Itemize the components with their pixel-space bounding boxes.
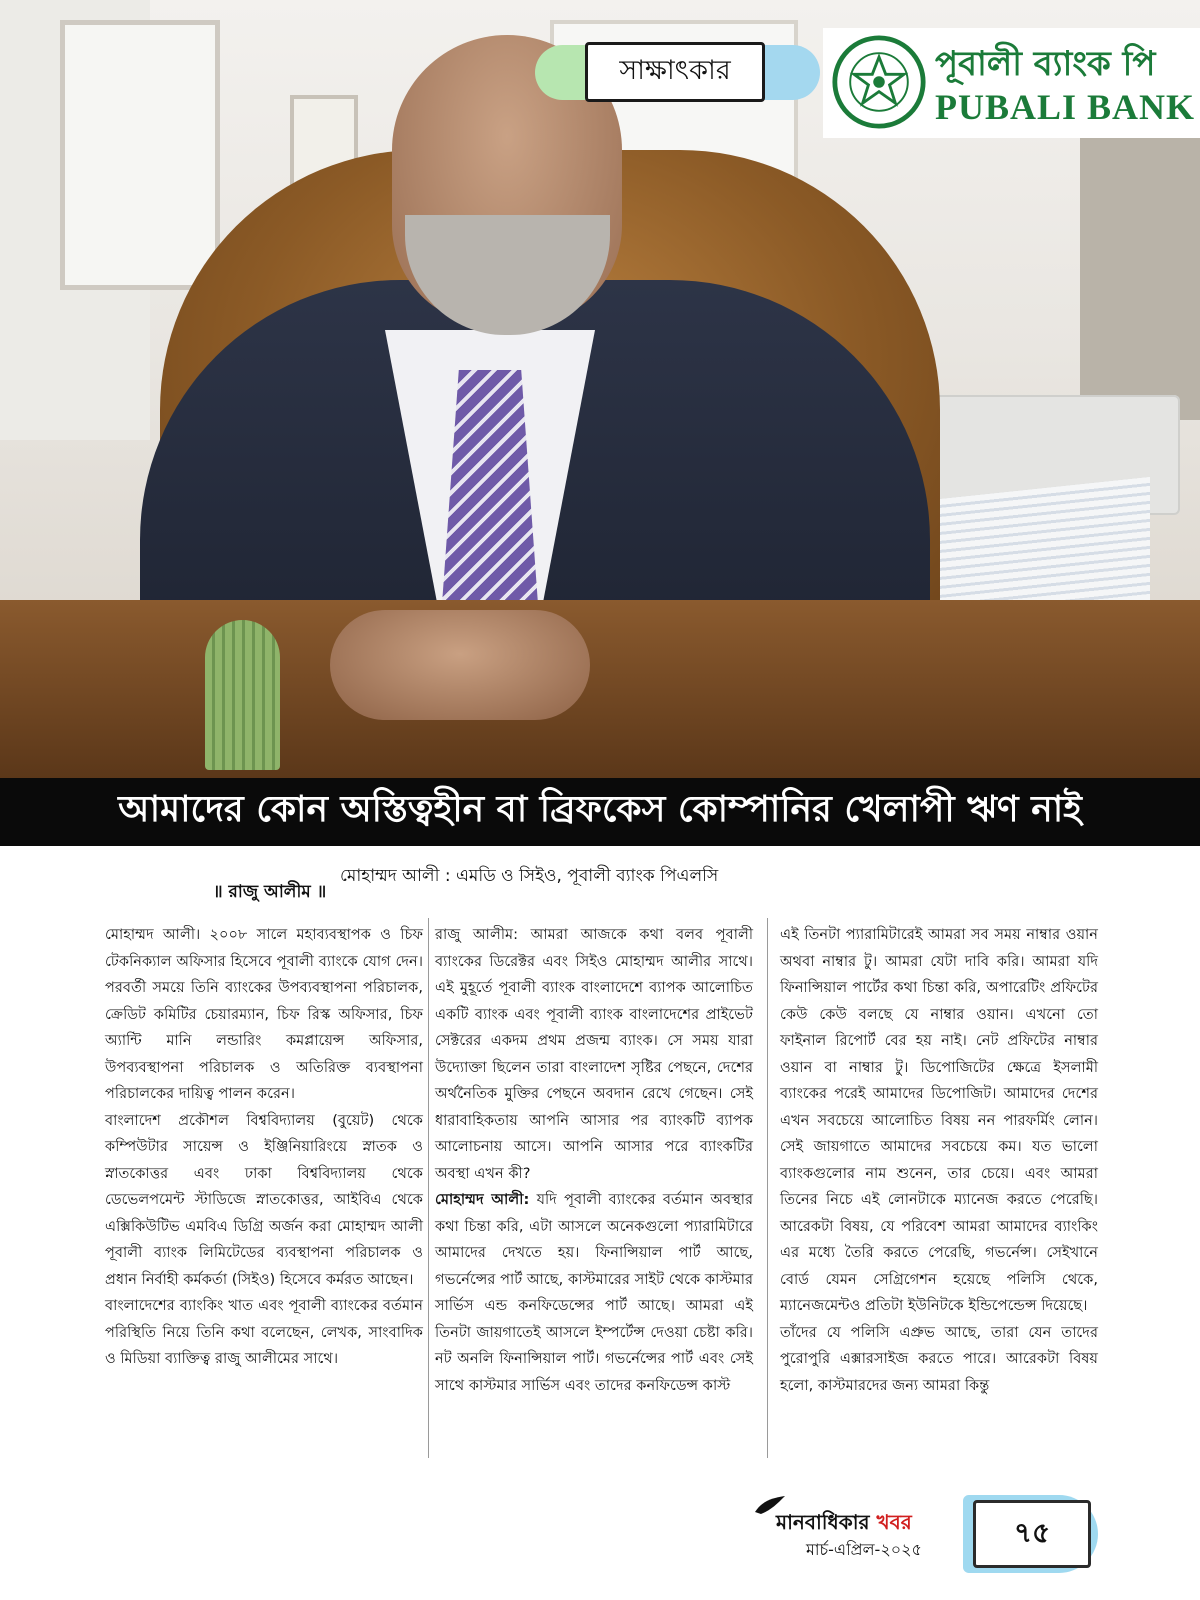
paragraph: বাংলাদেশের ব্যাংকিং খাত এবং পূবালী ব্যাংকের বর্তমান পরিস্থিতি নিয়ে তিনি কথা বলেছেন, লেখক, সাংবাদিক ও মিডিয়া ব্যাক্তিত্ব রাজু আলীমের সাথে। [105, 1297, 423, 1367]
headline: আমাদের কোন অস্তিত্বহীন বা ব্রিফকেস কোম্পানির খেলাপী ঋণ নাই [118, 789, 1082, 830]
question-text: আমরা আজকে কথা বলব পূবালী ব্যাংকের ডিরেক্টর এবং সিইও মোহাম্মদ আলীর সাথে। এই মুহূর্তে পূবালী ব্যাংক বাংলাদেশে ব্যাপক আলোচিত একটি ব্যাংক এবং পূবালী ব্যাংক বাংলাদেশের প্রাইভেট সেক্টরের একদম প্রথম প্রজন্ম ব্যাংক। সে সময় যারা উদ্যোক্তা ছিলেন তারা বাংলাদেশ সৃষ্টির পেছনে, দেশের অর্থনৈতিক মুক্তির পেছনে অবদান রেখে গেছেন। সেই ধারাবাহিকতায় আপনি আসার পর ব্যাংকটি ব্যাপক আলোচনায় আসে। আপনি আসার পরে ব্যাংকটির অবস্থা এখন কী? [435, 926, 753, 1182]
column-divider [767, 918, 768, 1458]
subheadline: মোহাম্মদ আলী : এমডি ও সিইও, পূবালী ব্যাংক পিএলসি [340, 866, 719, 886]
section-tab: সাক্ষাৎকার [585, 42, 765, 102]
paragraph: মোহাম্মদ আলী। ২০০৮ সালে মহাব্যবস্থাপক ও চিফ টেকনিক্যাল অফিসার হিসেবে পূবালী ব্যাংকে যোগ দেন। পরবর্তী সময়ে তিনি ব্যাংকের উপব্যবস্থাপনা পরিচালক, ক্রেডিট কমিটির চেয়ারম্যান, চিফ রিস্ক অফিসার, চিফ অ্যান্টি মানি লন্ডারিং কমপ্লায়েন্স অফিসার, উপব্যবস্থাপনা পরিচালক ও অতিরিক্ত ব্যবস্থাপনা পরিচালকের দায়িত্ব পালন করেন। [105, 926, 423, 1102]
question [435, 922, 753, 1187]
magazine-name-part2: খবর [876, 1510, 912, 1534]
desk [0, 600, 1200, 778]
answer [435, 1187, 753, 1399]
paragraph: তাঁদের যে পলিসি এপ্রুভ আছে, তারা যেন তাদের পুরোপুরি এক্সারসাইজ করতে পারে। আরেকটা বিষয় হলো, কাস্টমারদের জন্য আমরা কিন্তু [780, 1323, 1098, 1394]
article-column-3 [780, 922, 1098, 1399]
person-hands [330, 610, 590, 720]
bank-logo [823, 28, 1200, 138]
section-tab-wing [760, 45, 820, 100]
article-column-2 [435, 922, 753, 1399]
question-speaker: রাজু আলীম: [435, 926, 519, 943]
cover-photo [0, 0, 1200, 778]
column-divider [428, 918, 429, 1458]
page-number: ৭৫ [973, 1500, 1091, 1568]
issue-date: মার্চ-এপ্রিল-২০২৫ [806, 1540, 922, 1559]
shelf [1080, 100, 1200, 420]
paragraph: এই তিনটা প্যারামিটারেই আমরা সব সময় নাম্বার ওয়ান অথবা নাম্বার টু। আমরা যেটা দাবি করি। আমরা যদি ফিনান্সিয়াল পার্টের কথা চিন্তা করি, অপারেটিং প্রফিটের কেউ কেউ বলছে যে নাম্বার ওয়ান। এখনো তো ফাইনাল রিপোর্ট বের হয় নাই। নেট প্রফিটের নাম্বার ওয়ান বা নাম্বার টু। ডিপোজিটের ক্ষেত্রে ইসলামী ব্যাংকের পরেই আমাদের ডিপোজিট। আমাদের দেশের এখন সবচেয়ে আলোচিত বিষয় নন পারফর্মিং লোন। সেই জায়গাতে আমাদের সবচেয়ে কম। যত ভালো ব্যাংকগুলোর নাম শুনেন, তার চেয়ে। এবং আমরা তিনের নিচে এই লোনটাকে ম্যানেজ করতে পেরেছি। আরেকটা বিষয়, যে পরিবেশ আমরা আমাদের ব্যাংকিং এর মধ্যে তৈরি করতে পেরেছি, গভর্নেন্স। সেইখানে বোর্ড যেমন সেগ্রিগেশন হয়েছে পলিসি থেকে, ম্যানেজমেন্টও প্রতিটা ইউনিটকে ইন্ডিপেন্ডেন্স দিয়েছে। [780, 926, 1098, 1314]
article-column-1 [105, 922, 423, 1373]
bank-name-english: PUBALI BANK [935, 87, 1196, 127]
cactus-plant [205, 620, 280, 770]
answer-speaker: মোহাম্মদ আলী: [435, 1191, 530, 1208]
wall-frame [60, 20, 220, 290]
bank-name-bengali: পূবালী ব্যাংক পি [935, 44, 1156, 84]
magazine-name-part1: মানবাধিকার [776, 1510, 870, 1534]
byline: ॥ রাজু আলীম ॥ [213, 882, 327, 902]
paragraph: বাংলাদেশ প্রকৌশল বিশ্ববিদ্যালয় (বুয়েট) থেকে কম্পিউটার সায়েন্স ও ইঞ্জিনিয়ারিংয়ে স্নাতক ও স্নাতকোত্তর এবং ঢাকা বিশ্ববিদ্যালয় থেকে ডেভেলপমেন্ট স্টাডিজে স্নাতকোত্তর, আইবিএ থেকে এক্সিকিউটিভ এমবিএ ডিগ্রি অর্জন করা মোহাম্মদ আলী পূবালী ব্যাংক লিমিটেডের ব্যবস্থাপনা পরিচালক ও প্রধান নির্বাহী কর্মকর্তা (সিইও) হিসেবে কর্মরত আছেন। [105, 1111, 423, 1288]
headline-bar [0, 778, 1200, 846]
answer-text: যদি পূবালী ব্যাংকের বর্তমান অবস্থার কথা চিন্তা করি, এটা আসলে অনেকগুলো প্যারামিটারে আমাদের দেখতে হয়। ফিনান্সিয়াল পার্ট আছে, গভর্নেন্সের পার্ট আছে, কাস্টমারের সাইট থেকে কাস্টমার সার্ভিস এন্ড কনফিডেন্সের পার্ট আছে। আমরা এই তিনটা জায়গাতেই আসলে ইম্পর্টেন্স দেওয়া চেষ্টা করি। নট অনলি ফিনান্সিয়াল পার্ট। গভর্নেন্সের পার্ট এবং সেই সাথে কাস্টমার সার্ভিস এবং তাদের কনফিডেন্স কাস্ট [435, 1191, 754, 1394]
bank-seal-icon [831, 34, 927, 130]
